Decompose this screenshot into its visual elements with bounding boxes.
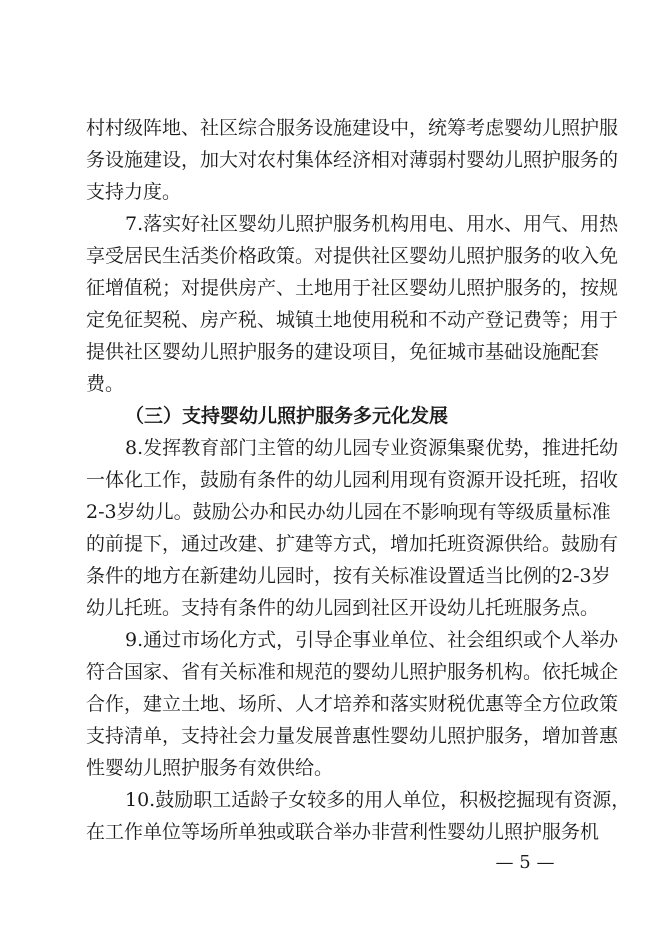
paragraph-7-line-3: 征增值税；对提供房产、土地用于社区婴幼儿照护服务的，按规 <box>86 277 619 299</box>
paragraph-8-line-1: 8.发挥教育部门主管的幼儿园专业资源集聚优势，推进托幼 <box>125 437 619 459</box>
paragraph-7-line-4: 定免征契税、房产税、城镇土地使用税和不动产登记费等；用于 <box>86 309 619 331</box>
section-heading: （三）支持婴幼儿照护服务多元化发展 <box>125 405 449 427</box>
paragraph-9-line-5: 性婴幼儿照护服务有效供给。 <box>86 757 334 779</box>
paragraph-10-line-1: 10.鼓励职工适龄子女较多的用人单位，积极挖掘现有资源， <box>125 789 631 811</box>
text-line-3: 支持力度。 <box>86 181 182 203</box>
paragraph-9-line-2: 符合国家、省有关标准和规范的婴幼儿照护服务机构。依托城企 <box>86 661 619 683</box>
paragraph-8-line-2: 一体化工作，鼓励有条件的幼儿园利用现有资源开设托班，招收 <box>86 469 619 491</box>
paragraph-8-line-3: 2-3岁幼儿。鼓励公办和民办幼儿园在不影响现有等级质量标准 <box>86 501 611 523</box>
paragraph-8-line-4: 的前提下，通过改建、扩建等方式，增加托班资源供给。鼓励有 <box>86 533 619 555</box>
paragraph-7-line-6: 费。 <box>86 373 125 395</box>
text-line-2: 务设施建设，加大对农村集体经济相对薄弱村婴幼儿照护服务的 <box>86 149 619 171</box>
paragraph-7-line-1: 7.落实好社区婴幼儿照护服务机构用电、用水、用气、用热 <box>125 213 619 235</box>
paragraph-9-line-1: 9.通过市场化方式，引导企事业单位、社会组织或个人举办 <box>125 629 619 651</box>
paragraph-10-line-2: 在工作单位等场所单独或联合举办非营利性婴幼儿照护服务机 <box>86 821 600 843</box>
paragraph-8-line-6: 幼儿托班。支持有条件的幼儿园到社区开设幼儿托班服务点。 <box>86 597 600 619</box>
paragraph-9-line-4: 支持清单，支持社会力量发展普惠性婴幼儿照护服务，增加普惠 <box>86 725 619 747</box>
page-number: — 5 — <box>495 852 555 873</box>
paragraph-8-line-5: 条件的地方在新建幼儿园时，按有关标准设置适当比例的2-3岁 <box>86 565 611 587</box>
text-line-1: 村村级阵地、社区综合服务设施建设中，统筹考虑婴幼儿照护服 <box>86 117 619 139</box>
paragraph-9-line-3: 合作，建立土地、场所、人才培养和落实财税优惠等全方位政策 <box>86 693 619 715</box>
paragraph-7-line-2: 享受居民生活类价格政策。对提供社区婴幼儿照护服务的收入免 <box>86 245 619 267</box>
paragraph-7-line-5: 提供社区婴幼儿照护服务的建设项目，免征城市基础设施配套 <box>86 341 600 363</box>
